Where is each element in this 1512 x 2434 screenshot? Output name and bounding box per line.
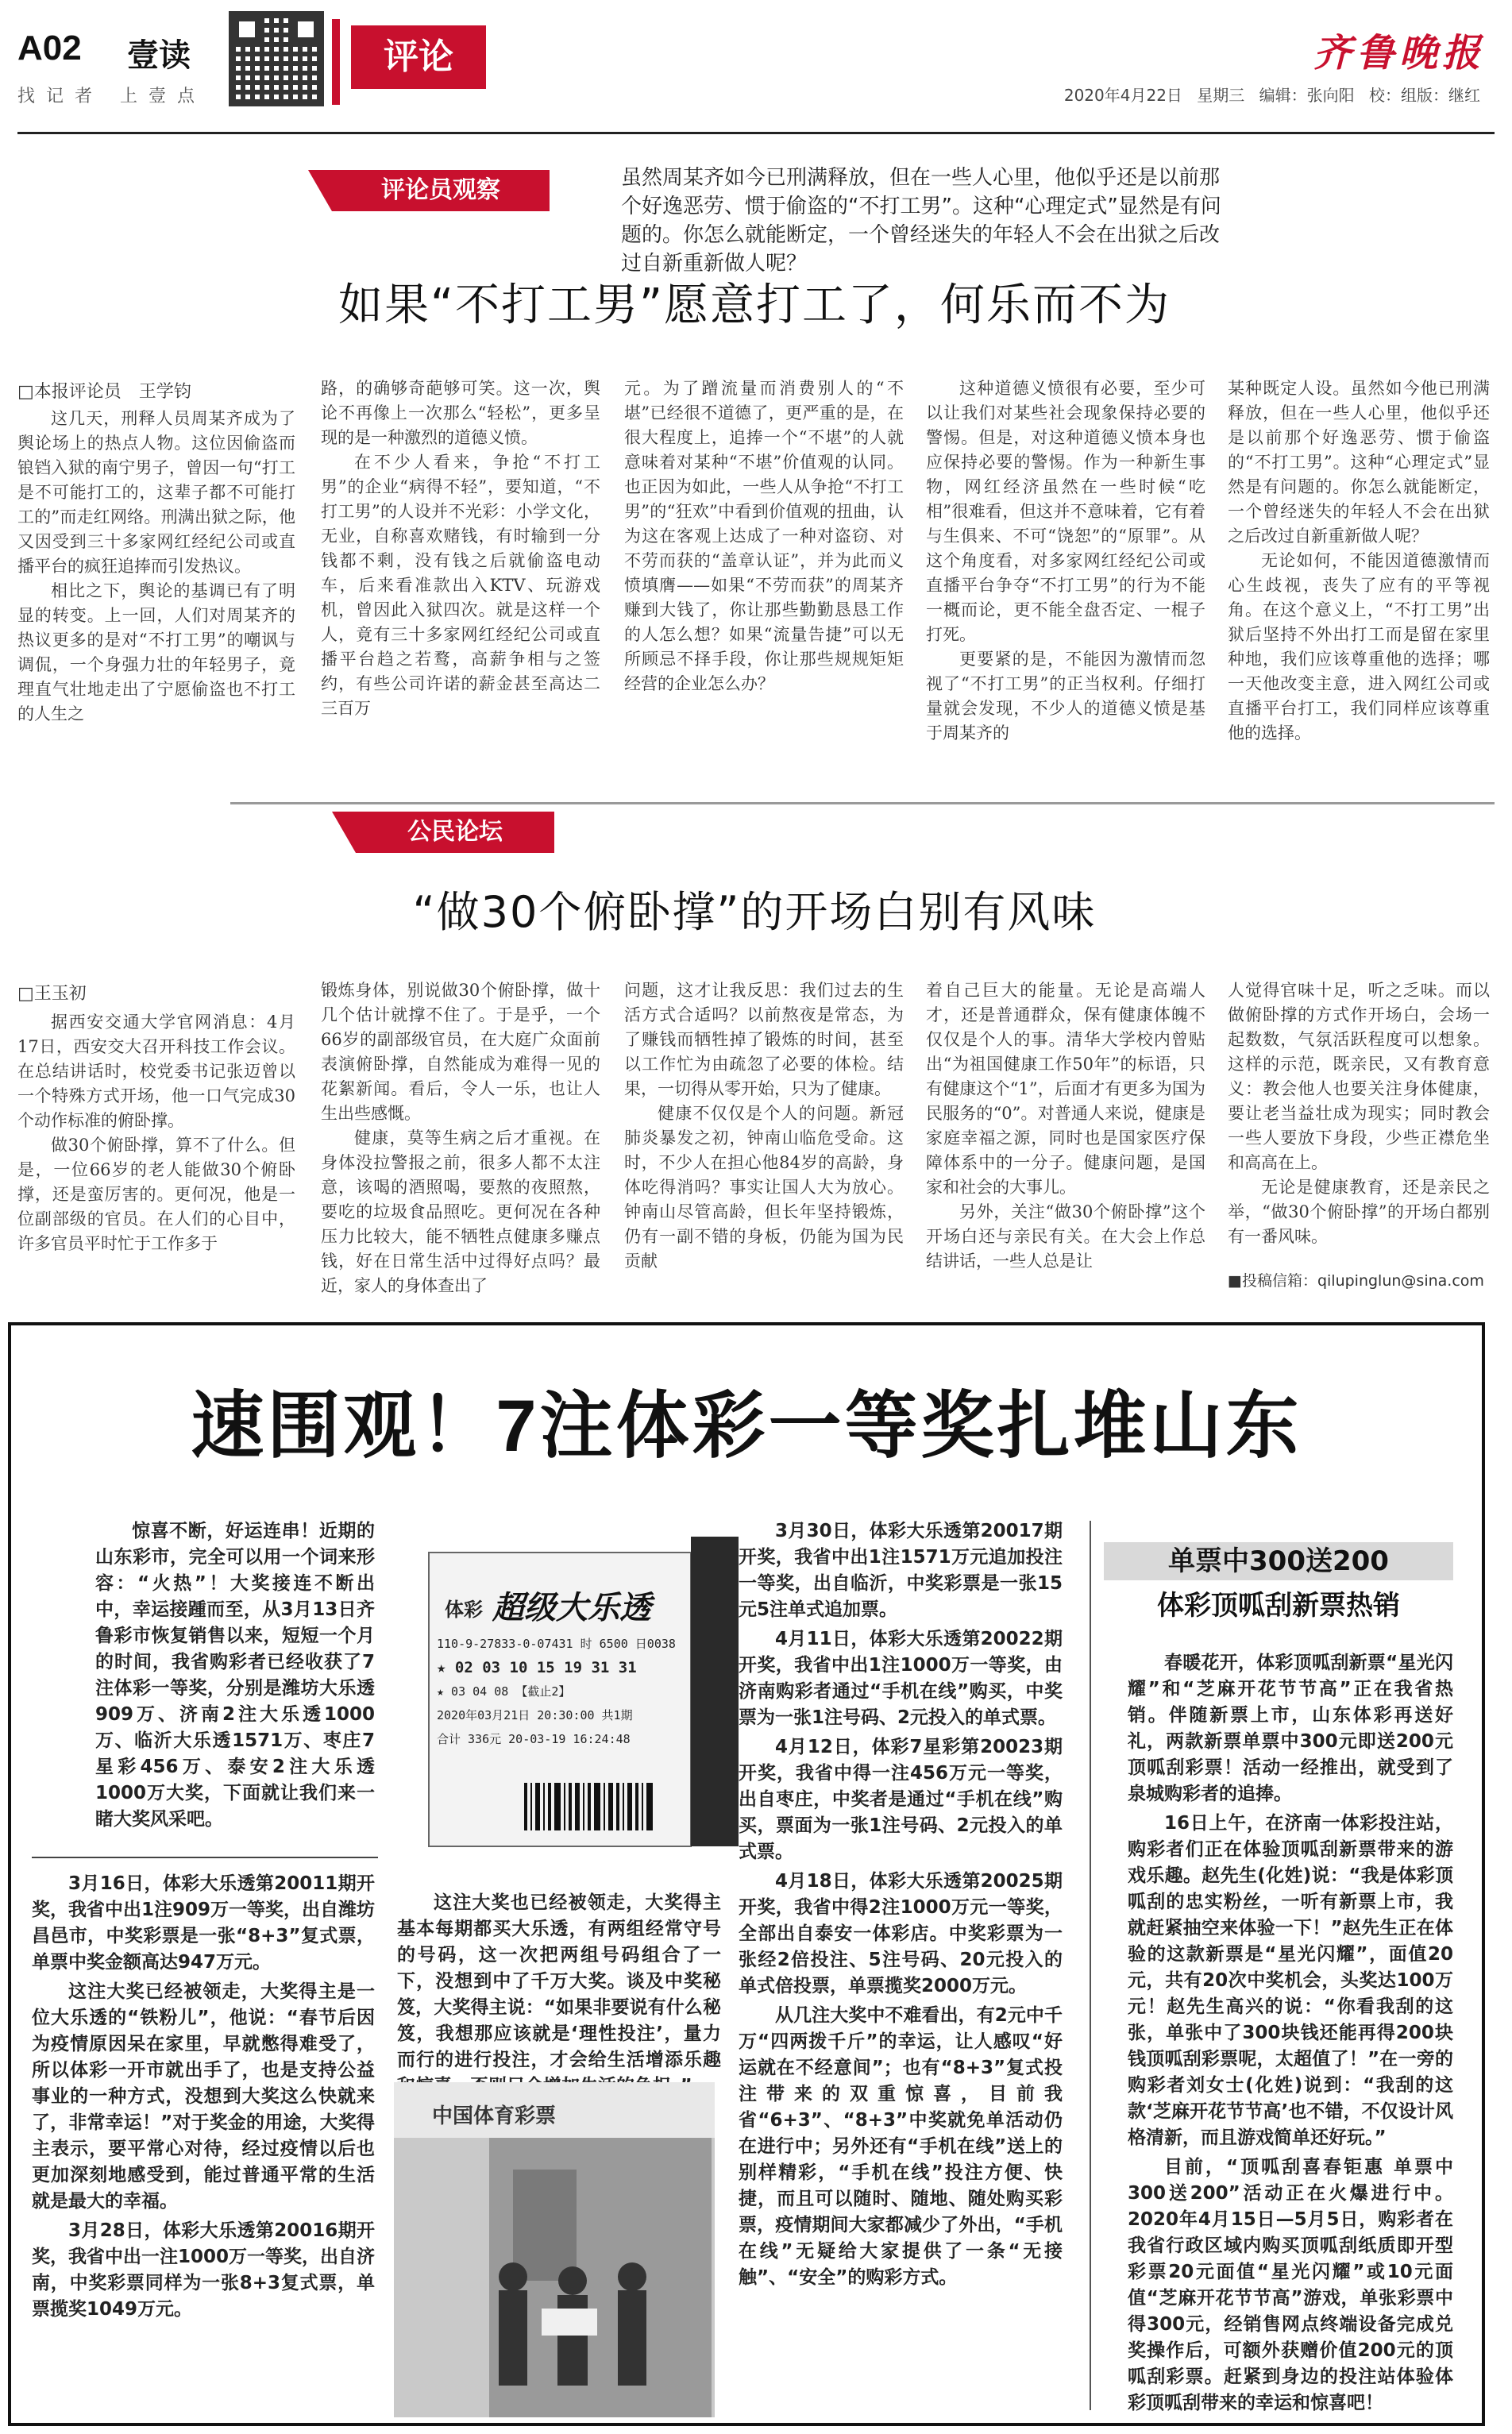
page-number: A02 xyxy=(17,29,82,68)
lottery-column-1 xyxy=(32,1871,375,2326)
ticket-brand: 超级大乐透 xyxy=(492,1589,651,1626)
kicker-civic-forum: 公民论坛 xyxy=(356,812,554,853)
winner-photo xyxy=(394,2082,715,2417)
article1-lede: 虽然周某齐如今已刑满释放，但在一些人心里，他似乎还是以前那个好逸恶劳、惯于偷盗的“不打工男”。这种“心理定式”显然是有问题的。你怎么就能断定，一个曾经迷失的年轻人不会在出狱之后改过自新重新做人呢？ xyxy=(621,166,1221,276)
photo-graphic xyxy=(394,2082,715,2417)
paragraph: 问题，这才让我反思：我们过去的生活方式合适吗？以前熬夜是常态，为了赚钱而牺牲掉了锻炼的时间，甚至以工作忙为由疏忽了必要的体检。结果，一切得从零开始，只为了健康。 xyxy=(624,981,904,1098)
paragraph: 3月30日，体彩大乐透第20017期开奖，我省中出1注1571万元追加投注一等奖，出自临沂，中奖彩票是一张15元5注单式追加票。 xyxy=(739,1521,1063,1620)
paragraph: 16日上午，在济南一体彩投注站，购彩者们正在体验顶呱刮新票带来的游戏乐趣。赵先生(化姓)说：“我是体彩顶呱刮的忠实粉丝，一听有新票上市，我就赶紧抽空来体验一下！”赵先生正在体验的这款新票是“星光闪耀”，面值20元，共有20次中奖机会，头奖达100万元！赵先生高兴的说：“你看我刮的这张，单张中了300块钱还能再得200块钱顶呱刮彩票呢，太超值了！”在一旁的购彩者刘女士(化姓)说到：“我刮的这款‘芝麻开花节节高’也不错，不仅设计风格清新，而且游戏简单还好玩。” xyxy=(1128,1813,1453,2148)
section-divider xyxy=(230,802,1495,804)
article2-column-4 xyxy=(926,978,1205,1274)
paragraph: 春暖花开，体彩顶呱刮新票“星光闪耀”和“芝麻开花节节高”正在我省热销。伴随新票上市，山东体彩再送好礼，两款新票单票中300元即送200元顶呱刮彩票！活动一经推出，就受到了泉城购彩者的追捧。 xyxy=(1128,1653,1453,1804)
kicker-commentator: 评论员观察 xyxy=(332,170,550,211)
ticket-line: 110-9-27833-0-07431 时 6500 日0038 xyxy=(437,1637,676,1651)
paragraph: 锻炼身体，别说做30个俯卧撑，做十几个估计就撑不住了。于是乎，一个66岁的副部级官员，在大庭广众面前表演俯卧撑，自然能成为难得一见的花絮新闻。看后，令人一乐，也让人生出些感慨。 xyxy=(321,981,600,1123)
issue-info: 2020年4月22日 星期三 编辑：张向阳 校：组版：继红 xyxy=(1063,86,1480,105)
edition-motto: 找记者 上壹点 xyxy=(17,87,206,106)
paragraph: 相比之下，舆论的基调已有了明显的转变。上一回，人们对周某齐的热议更多的是对“不打工男”的嘲讽与调侃，一个身强力壮的年轻男子，竟理直气壮地走出了宁愿偷盗也不打工的人生之 xyxy=(17,581,295,723)
paragraph: 4月12日，体彩7星彩第20023期开奖，我省中得一注456万元一等奖，出自枣庄，中奖者是通过“手机在线”购买，票面为一张1注号码、2元投入的单式票。 xyxy=(739,1737,1063,1862)
paragraph: 在不少人看来，争抢“不打工男”的企业“病得不轻”，要知道，“不打工男”的人设并不光彩：小学文化，无业，自称喜欢赌钱，有时输到一分钱都不剩，没有钱之后就偷盗电动车，后来看准款出入KTV、玩游戏机，曾因此入狱四次。就是这样一个人，竟有三十多家网红经纪公司或直播平台趋之若鹜，高薪争相与之签约，有些公司许诺的薪金甚至高达二三百万 xyxy=(321,453,600,718)
ticket-line: 合计 336元 20-03-19 16:24:48 xyxy=(437,1732,631,1746)
article1-column-1 xyxy=(17,407,295,727)
contact-email: ■投稿信箱：qilupinglun@sina.com xyxy=(1228,1272,1484,1290)
paragraph: 从几注大奖中不难看出，有2元中千万“四两拨千斤”的幸运，让人感叹“好运就在不经意间”；也有“8+3”复式投注带来的双重惊喜，目前我省“6+3”、“8+3”中奖就免单活动仍在进行中；另外还有“手机在线”送上的别样精彩，“手机在线”投注方便、快捷，而且可以随时、随地、随处购买彩票，疫情期间大家都减少了外出，“手机在线”无疑给大家提供了一条“无接触”、“安全”的购彩方式。 xyxy=(739,2005,1063,2288)
article2-headline: “做30个俯卧撑”的开场白别有风味 xyxy=(412,887,1097,937)
article2-column-3 xyxy=(624,978,904,1274)
ticket-line: ★ 02 03 10 15 19 31 31 xyxy=(437,1659,637,1676)
article1-column-2 xyxy=(321,376,600,721)
paragraph: 3月16日，体彩大乐透第20011期开奖，我省中出1注909万一等奖，出自潍坊昌邑市，中奖彩票是一张“8+3”复式票，单票中奖金额高达947万元。 xyxy=(32,1873,376,1973)
paragraph: 另外，关注“做30个俯卧撑”这个开场白还与亲民有关。在大会上作总结讲话，一些人总是让 xyxy=(926,1202,1205,1271)
article2-column-2 xyxy=(321,978,600,1298)
article2-byline: □王玉初 xyxy=(17,984,87,1004)
paragraph: 着自己巨大的能量。无论是高端人才，还是普通群众，保有健康体魄不仅仅是个人的事。清华大学校内曾贴出“为祖国健康工作50年”的标语，只有健康这个“1”，后面才有更多为国为民服务的“0”。对普通人来说，健康是家庭幸福之源，同时也是国家医疗保障体系中的一分子。健康问题，是国家和社会的大事儿。 xyxy=(926,981,1205,1197)
photo-signboard: 中国体育彩票 xyxy=(432,2104,557,2128)
ticket-line: 2020年03月21日 20:30:00 共1期 xyxy=(437,1708,633,1722)
section-bar xyxy=(332,19,340,105)
paragraph: 健康，莫等生病之后才重视。在身体没拉警报之前，很多人都不太注意，该喝的酒照喝，要熬的夜照熬，要吃的垃圾食品照吃。更何况在各种压力比较大，能不牺牲点健康多赚点钱，好在日常生活中过得好点吗？最近，家人的身体查出了 xyxy=(321,1128,600,1295)
article1-byline: □本报评论员 王学钧 xyxy=(17,382,191,402)
paragraph: 无论是健康教育，还是亲民之举，“做30个俯卧撑”的开场白都别有一番风味。 xyxy=(1228,1178,1490,1246)
paragraph: 健康不仅仅是个人的问题。新冠肺炎暴发之初，钟南山临危受命。这时，不少人在担心他84岁的高龄，身体吃得消吗？事实让国人大为放心。钟南山尽管高龄，但长年坚持锻炼，仍有一副不错的身板，仍能为国为民贡献 xyxy=(624,1104,904,1271)
article2-column-5 xyxy=(1228,978,1490,1249)
paragraph: 3月28日，体彩大乐透第20016期开奖，我省中出一注1000万一等奖，出自济南，中奖彩票同样为一张8+3复式票，单票揽奖1049万元。 xyxy=(32,2220,376,2320)
lottery-headline: 速围观！7注体彩一等奖扎堆山东 xyxy=(191,1386,1302,1467)
paragraph: 更要紧的是，不能因为激情而忽视了“不打工男”的正当权利。仔细打量就会发现，不少人的道德义愤是基于周某齐的 xyxy=(926,650,1205,743)
lottery-ticket-image xyxy=(389,1521,739,1854)
lottery-column-4 xyxy=(1128,1650,1453,2420)
column-divider xyxy=(1090,1521,1091,2410)
paragraph: 目前，“顶呱刮喜春钜惠 单票中300送200”活动正在火爆进行中。2020年4月15日—5月5日，购彩者在我省行政区域内购买顶呱刮纸质即开型彩票20元面值“星光闪耀”或10元面值“芝麻开花节节高”游戏，单张彩票中得300元，经销售网点终端设备完成兑奖操作后，可额外获赠价值200元的顶呱刮彩票。赶紧到身边的投注站体验体彩顶呱刮带来的幸运和惊喜吧！ xyxy=(1128,2157,1453,2413)
paragraph: 这注大奖已经被领走，大奖得主是一位大乐透的“铁粉儿”，他说：“春节后因为疫情原因呆在家里，早就憋得难受了，所以体彩一开市就出手了，也是支持公益事业的一种方式，没想到大奖这么快就来了，非常幸运！”对于奖金的用途，大奖得主表示，要平常心对待，经过疫情以后也更加深刻地感受到，能过普通平常的生活就是最大的幸福。 xyxy=(32,1981,375,2212)
article1-column-3 xyxy=(624,376,904,696)
ticket-prefix: 体彩 xyxy=(445,1599,483,1621)
paragraph: 4月18日，体彩大乐透第20025期开奖，我省中得2注1000万元一等奖，全部出自泰安一体彩店。中奖彩票为一张经2倍投注、5注号码、20元投入的单式倍投票，单票揽奖2000万元。 xyxy=(739,1871,1063,1996)
lottery-column-3 xyxy=(739,1518,1063,2294)
ticket-print-area xyxy=(437,1632,683,1751)
paragraph: 做30个俯卧撑，算不了什么。但是，一位66岁的老人能做30个俯卧撑，还是蛮厉害的。更何况，他是一位副部级的官员。在人们的心目中，许多官员平时忙于工作多于 xyxy=(17,1136,295,1253)
qr-code-icon xyxy=(229,11,324,106)
paragraph: 元。为了蹭流量而消费别人的“不堪”已经很不道德了，更严重的是，在很大程度上，追捧一个“不堪”的人就意味着对某种“不堪”价值观的认同。也正因为如此，一些人从争抢“不打工男”的“狂欢”中看到价值观的扭曲，认为这在客观上达成了一种对盗窃、对不劳而获的“盖章认证”，并为此而义愤填膺——如果“不劳而获”的周某齐赚到大钱了，你让那些勤勤恳恳工作的人怎么想？如果“流量告捷”可以无所顾忌不择手段，你让那些规规矩矩经营的企业怎么办？ xyxy=(624,379,904,693)
paragraph: 无论如何，不能因道德激情而心生歧视，丧失了应有的平等视角。在这个意义上，“不打工男”出狱后坚持不外出打工而是留在家里种地，我们应该尊重他的选择；哪一天他改变主意，进入网红公司或直播平台打工，我们同样应该尊重他的选择。 xyxy=(1228,551,1490,743)
edition-name: 壹读 xyxy=(127,38,191,73)
lottery-column-2 xyxy=(397,1890,721,2103)
paragraph: 路，的确够奇葩够可笑。这一次，舆论不再像上一次那么“轻松”，更多呈现的是一种激烈的道德义愤。 xyxy=(321,379,600,447)
paragraph: 据西安交通大学官网消息：4月17日，西安交大召开科技工作会议。在总结讲话时，校党委书记张迈曾以一个特殊方式开场，他一口气完成30个动作标准的俯卧撑。 xyxy=(17,1013,295,1130)
side-headline-1: 单票中300送200 xyxy=(1104,1542,1453,1580)
paragraph: 这几天，刑释人员周某齐成为了舆论场上的热点人物。这位因偷盗而锒铛入狱的南宁男子，曾因一句“打工是不可能打工的，这辈子都不可能打工的”而走红网络。刑满出狱之际，他又因受到三十多家网红经纪公司或直播平台的疯狂追捧而引发热议。 xyxy=(17,409,295,576)
paragraph: 这种道德义愤很有必要，至少可以让我们对某些社会现象保持必要的警惕。但是，对这种道德义愤本身也应保持必要的警惕。作为一种新生事物，网红经济虽然在一些时候“吃相”很难看，但这并不意味着，它有着与生俱来、不可“饶恕”的“原罪”。从这个角度看，对多家网红经纪公司或直播平台争夺“不打工男”的行为不能一概而论，更不能全盘否定、一棍子打死。 xyxy=(926,379,1205,644)
paragraph: 4月11日，体彩大乐透第20022期开奖，我省中出1注1000万一等奖，由济南购彩者通过“手机在线”购买，中奖票为一张1注号码、2元投入的单式票。 xyxy=(739,1629,1063,1728)
ticket-line: ★ 03 04 08 【截止2】 xyxy=(437,1684,571,1699)
paragraph: 某种既定人设。虽然如今他已刑满释放，但在一些人心里，他似乎还是以前那个好逸恶劳、惯于偷盗的“不打工男”。这种“心理定式”显然是有问题的。你怎么就能断定，一个曾经迷失的年轻人不会在出狱之后改过自新重新做人呢？ xyxy=(1228,379,1490,546)
paragraph: 这注大奖也已经被领走，大奖得主基本每期都买大乐透，有两组经常守号的号码，这一次把两组号码组合了一下，没想到中了千万大奖。谈及中奖秘笈，大奖得主说：“如果非要说有什么秘笈，我想那应该就是‘理性投注’，量力而行的进行投注，才会给生活增添乐趣 xyxy=(397,1892,721,2070)
intro-divider xyxy=(32,1857,378,1858)
article1-headline: 如果“不打工男”愿意打工了，何乐而不为 xyxy=(338,280,1171,331)
header-rule xyxy=(17,132,1495,134)
paragraph: 人觉得官味十足，听之乏味。而以做俯卧撑的方式作开场白，会场一起数数，气氛活跃程度可以想象。这样的示范，既亲民，又有教育意义：教会他人也要关注身体健康，要让老当益壮成为现实；同时教会一些人要放下身段，少些正襟危坐和高高在上。 xyxy=(1228,981,1490,1172)
section-label: 评论 xyxy=(351,25,486,89)
paragraph: 惊喜不断，好运连串！近期的山东彩市，完全可以用一个词来形容：“火热”！大奖接连不断出中，幸运接踵而至，从3月13日齐鲁彩市恢复销售以来，短短一个月的时间，我省购彩者已经收获了7注体彩一等奖，分别是潍坊大乐透909万、济南2注大乐透1000万、临沂大乐透1571万、枣庄7星彩456万、泰安2注大乐透1000万大奖，下面就让我们来一睹大奖风采吧。 xyxy=(95,1521,375,1830)
side-headline-2: 体彩顶呱刮新票热销 xyxy=(1157,1590,1400,1622)
article1-column-4 xyxy=(926,376,1205,746)
article2-column-1 xyxy=(17,1010,295,1256)
article1-column-5 xyxy=(1228,376,1490,746)
newspaper-logo: 齐鲁晚报 xyxy=(1313,31,1485,75)
lottery-intro xyxy=(95,1518,375,1836)
